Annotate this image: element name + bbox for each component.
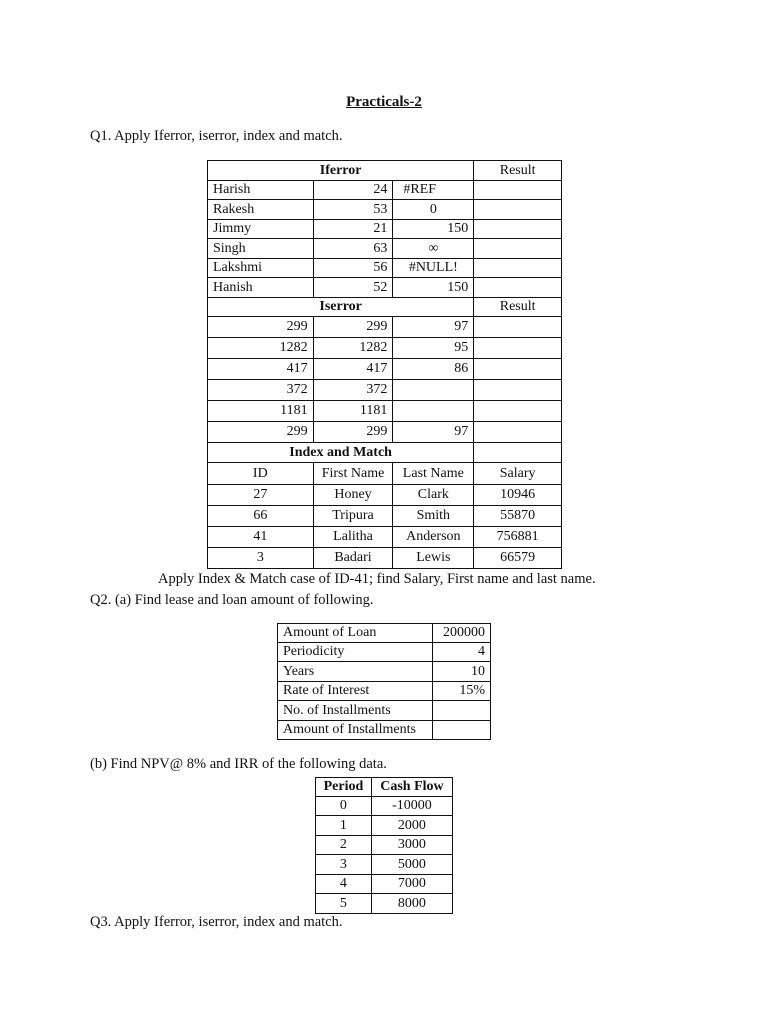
result-cell <box>474 239 562 259</box>
table-cell: 1282 <box>313 338 393 359</box>
column-header: Last Name <box>393 463 474 485</box>
table-cell: 3 <box>208 548 314 569</box>
table-row <box>208 527 562 548</box>
table-row <box>208 239 562 259</box>
table-row <box>316 894 453 914</box>
table-cell: #REF <box>393 181 474 200</box>
result-cell <box>474 181 562 200</box>
table-cell: 97 <box>393 422 474 443</box>
table-row <box>208 200 562 220</box>
column-header: Period <box>316 778 372 797</box>
cashflow-table <box>315 777 453 914</box>
table-cell: 66579 <box>474 548 562 569</box>
table-cell: 372 <box>208 380 314 401</box>
table-row <box>208 338 562 359</box>
table-cell: 1 <box>316 816 372 836</box>
table-cell: 27 <box>208 485 314 506</box>
table-cell: Years <box>278 662 433 682</box>
table-cell: 1282 <box>208 338 314 359</box>
table-cell <box>433 701 491 721</box>
table-cell: 41 <box>208 527 314 548</box>
table-cell: 7000 <box>371 875 452 894</box>
iserror-result-header: Result <box>474 298 562 317</box>
table-cell: 10946 <box>474 485 562 506</box>
table-row <box>208 401 562 422</box>
table-cell: 0 <box>316 797 372 816</box>
table-cell: 4 <box>316 875 372 894</box>
result-cell <box>474 422 562 443</box>
table-row <box>208 548 562 569</box>
page-title: Practicals-2 <box>346 94 422 110</box>
table-cell: 3 <box>316 855 372 875</box>
question-1: Q1. Apply Iferror, iserror, index and match. <box>90 128 343 144</box>
table-cell: 8000 <box>371 894 452 914</box>
table-cell <box>393 380 474 401</box>
table-cell: 5000 <box>371 855 452 875</box>
table-header-row <box>208 463 562 485</box>
table-cell: Badari <box>313 548 393 569</box>
table-row <box>278 682 491 701</box>
table-row <box>316 855 453 875</box>
column-header: First Name <box>313 463 393 485</box>
table-cell: 56 <box>313 259 393 278</box>
result-cell <box>474 317 562 338</box>
index-match-header: Index and Match <box>208 443 474 463</box>
table-row <box>278 624 491 643</box>
table-row <box>208 220 562 239</box>
table-row <box>208 359 562 380</box>
column-header: Salary <box>474 463 562 485</box>
table-cell: 2 <box>316 836 372 855</box>
table-cell: Amount of Loan <box>278 624 433 643</box>
table-cell: 417 <box>208 359 314 380</box>
table-cell: 150 <box>393 278 474 298</box>
table-cell: 66 <box>208 506 314 527</box>
table-row <box>208 380 562 401</box>
result-cell <box>474 278 562 298</box>
table-cell: -10000 <box>371 797 452 816</box>
result-cell <box>474 401 562 422</box>
table-cell: Tripura <box>313 506 393 527</box>
table-cell: 5 <box>316 894 372 914</box>
table-cell: 299 <box>208 422 314 443</box>
table-cell: 200000 <box>433 624 491 643</box>
table-cell: Harish <box>208 181 314 200</box>
table-cell <box>433 721 491 740</box>
column-header: ID <box>208 463 314 485</box>
table-row <box>208 485 562 506</box>
table-row <box>278 721 491 740</box>
table-cell: #NULL! <box>393 259 474 278</box>
column-header: Cash Flow <box>371 778 452 797</box>
table-cell: Lewis <box>393 548 474 569</box>
result-cell <box>474 200 562 220</box>
table-cell: Clark <box>393 485 474 506</box>
table-cell: 299 <box>313 317 393 338</box>
table-cell: 2000 <box>371 816 452 836</box>
table-cell: Anderson <box>393 527 474 548</box>
table-row <box>208 317 562 338</box>
table-cell: Amount of Installments <box>278 721 433 740</box>
table-row <box>208 278 562 298</box>
table-cell: 95 <box>393 338 474 359</box>
table-row <box>278 662 491 682</box>
question-2a: Q2. (a) Find lease and loan amount of following. <box>90 592 374 608</box>
table-cell: No. of Installments <box>278 701 433 721</box>
table-cell: 24 <box>313 181 393 200</box>
table-cell: 756881 <box>474 527 562 548</box>
table-cell: 86 <box>393 359 474 380</box>
table-row <box>278 701 491 721</box>
table-cell: Smith <box>393 506 474 527</box>
result-cell <box>474 338 562 359</box>
table-cell: 53 <box>313 200 393 220</box>
table-cell: 52 <box>313 278 393 298</box>
result-cell <box>474 380 562 401</box>
table-row <box>316 836 453 855</box>
table-cell: 15% <box>433 682 491 701</box>
iferror-result-header: Result <box>474 161 562 181</box>
table-cell: ∞ <box>393 239 474 259</box>
question-2b: (b) Find NPV@ 8% and IRR of the following data. <box>90 756 387 772</box>
table-row <box>208 181 562 200</box>
table-row <box>208 259 562 278</box>
table-cell: 97 <box>393 317 474 338</box>
index-match-note: Apply Index & Match case of ID-41; find Salary, First name and last name. <box>158 571 596 587</box>
table-header-row <box>316 778 453 797</box>
table-cell: 150 <box>393 220 474 239</box>
blank-cell <box>474 443 562 463</box>
table-cell: Honey <box>313 485 393 506</box>
iferror-header: Iferror <box>208 161 474 181</box>
table-row <box>316 816 453 836</box>
question-3: Q3. Apply Iferror, iserror, index and match. <box>90 914 343 930</box>
table-cell: 55870 <box>474 506 562 527</box>
table-cell: 372 <box>313 380 393 401</box>
result-cell <box>474 259 562 278</box>
table-cell: 4 <box>433 643 491 662</box>
table-cell: Rakesh <box>208 200 314 220</box>
table-cell <box>393 401 474 422</box>
table-cell: 3000 <box>371 836 452 855</box>
table-cell: 21 <box>313 220 393 239</box>
table-cell: 299 <box>208 317 314 338</box>
q1-table <box>207 160 562 569</box>
table-cell: 1181 <box>313 401 393 422</box>
result-cell <box>474 359 562 380</box>
table-cell: 63 <box>313 239 393 259</box>
iserror-header: Iserror <box>208 298 474 317</box>
table-cell: Periodicity <box>278 643 433 662</box>
table-cell: 0 <box>393 200 474 220</box>
table-cell: Lalitha <box>313 527 393 548</box>
table-cell: Singh <box>208 239 314 259</box>
table-cell: Rate of Interest <box>278 682 433 701</box>
table-row <box>316 875 453 894</box>
table-cell: 299 <box>313 422 393 443</box>
result-cell <box>474 220 562 239</box>
table-row <box>278 643 491 662</box>
table-row <box>316 797 453 816</box>
table-cell: 10 <box>433 662 491 682</box>
table-cell: Lakshmi <box>208 259 314 278</box>
table-cell: Hanish <box>208 278 314 298</box>
table-row <box>208 506 562 527</box>
table-cell: 1181 <box>208 401 314 422</box>
loan-table <box>277 623 491 740</box>
table-cell: Jimmy <box>208 220 314 239</box>
table-cell: 417 <box>313 359 393 380</box>
table-row <box>208 422 562 443</box>
